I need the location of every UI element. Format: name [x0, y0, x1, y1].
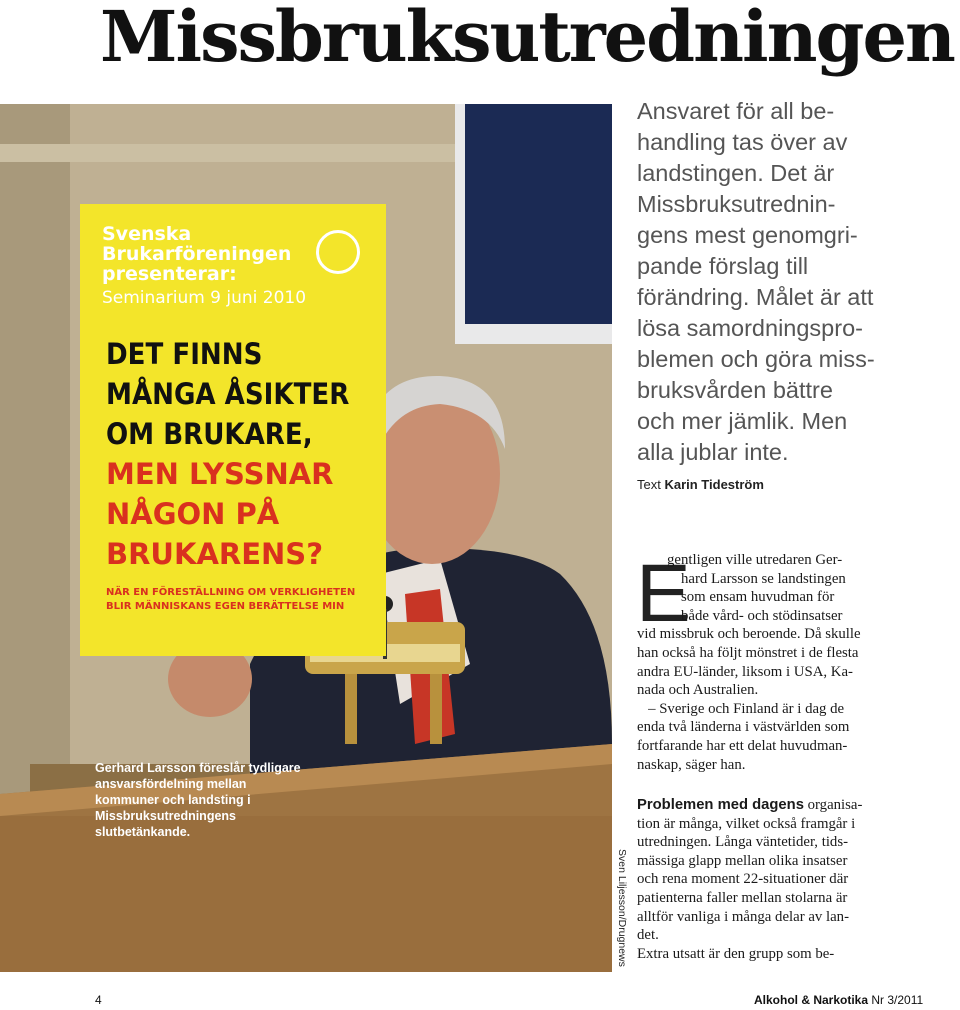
- body-line: både vård- och stödinsatser: [681, 607, 843, 624]
- poster-organization: Svenska Brukarföreningen presenterar:: [102, 223, 292, 285]
- body-paragraph-1: [636, 548, 882, 774]
- body-line: andra EU-länder, liksom i USA, Ka-: [637, 663, 853, 680]
- photo-credit: [613, 849, 631, 972]
- poster-small-text: NÄR EN FÖRESTÄLLNING OM VERKLIGHETEN BLIR MÄNNISKANS EGEN BERÄTTELSE MIN: [106, 587, 356, 612]
- article-headline: Missbruksutredningen: [100, 0, 954, 78]
- tv-monitor: [455, 104, 612, 344]
- body-line: enda två länderna i västvärlden som: [637, 719, 850, 736]
- body-line: han också ha följt mönstret i de flesta: [637, 644, 859, 661]
- tv-screen: [465, 104, 612, 324]
- article-photo: [0, 104, 612, 972]
- poster-headline-red: MEN LYSSNAR NÅGON PÅ BRUKARENS?: [106, 457, 334, 571]
- body-line: gentligen ville utredaren Ger-: [667, 552, 843, 568]
- seminar-poster: [80, 204, 386, 656]
- magazine-footer: [754, 993, 923, 1007]
- poster-headline: DET FINNS MÅNGA ÅSIKTER OM BRUKARE,: [106, 337, 350, 451]
- body-paragraph-1-text: [636, 548, 882, 774]
- photo-caption: Gerhard Larsson föreslår tydligare ansvarsfördelning mellan kommuner och landsting i Missbruksutredningens slutbetänkande.: [95, 761, 301, 839]
- page-number: 4: [95, 993, 102, 1007]
- poster-seminar-date: Seminarium 9 juni 2010: [102, 288, 307, 308]
- magazine-name: Alkohol & Narkotika: [754, 993, 869, 1007]
- body-paragraph-2-text: organisa- tion är många, vilket också framgår i utredningen. Långa väntetider, tids- mässiga glapp mellan olika insatser och rena moment 22-situationer där patienterna faller mellan stolarna är alltför vanliga i många delar av lan- det. Extra utsatt är den grupp som be-: [637, 797, 863, 962]
- body-paragraph-2: [637, 796, 882, 963]
- body-line: hard Larsson se landstingen: [681, 570, 846, 587]
- article-ingress: Ansvaret för all be- handling tas över av landstingen. Det är Missbruksutrednin- gens mest genomgri- pande förslag till förändring. Målet är att lösa samordningspro- blemen och göra miss- bruksvården bättre och mer jämlik. Men alla jublar inte.: [637, 98, 875, 465]
- body-line: nada och Australien.: [637, 682, 759, 699]
- body-lead-bold: Problemen med dagens: [637, 797, 804, 813]
- body-line: – Sverige och Finland är i dag de: [637, 700, 845, 717]
- byline-prefix: Text: [637, 477, 661, 492]
- byline-author: Karin Tideström: [664, 477, 764, 492]
- drop-cap: E: [636, 548, 691, 639]
- body-line: fortfarande har ett delat huvudman-: [637, 737, 848, 754]
- body-line: vid missbruk och beroende. Då skulle: [637, 626, 861, 643]
- body-line: som ensam huvudman för: [681, 589, 835, 606]
- body-line: naskap, säger han.: [637, 756, 746, 773]
- magazine-issue: Nr 3/2011: [871, 993, 924, 1007]
- poster-logo-icon: [316, 230, 360, 274]
- photo-credit-text: Sven Liljesson/Drugnews: [616, 849, 628, 967]
- byline: [637, 477, 764, 492]
